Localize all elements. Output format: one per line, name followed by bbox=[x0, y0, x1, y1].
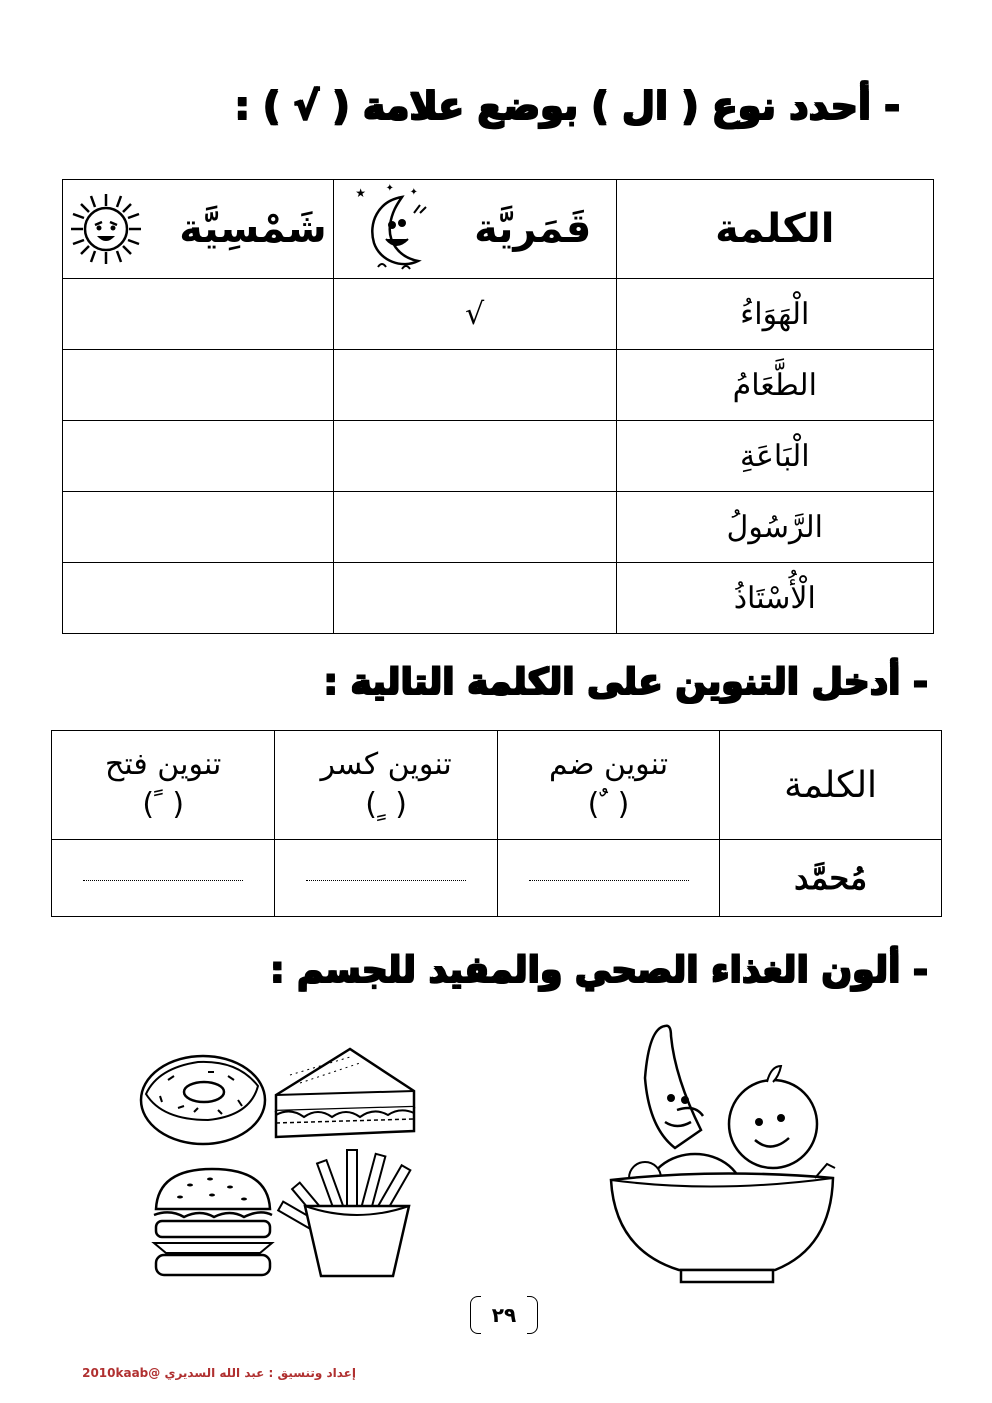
table-row bbox=[63, 492, 934, 563]
header-lunar-cell bbox=[333, 180, 616, 279]
header-lunar-label: قَمَريَّة bbox=[474, 206, 592, 252]
svg-text:★: ★ bbox=[355, 186, 367, 200]
footer-credit bbox=[82, 1366, 356, 1380]
answer-dotted-line[interactable] bbox=[83, 878, 243, 881]
kasr-mark: ( ٍ ) bbox=[365, 787, 407, 822]
table-row bbox=[63, 350, 934, 421]
section3-heading: - ألون الغذاء الصحي والمفيد للجسم : bbox=[270, 950, 928, 991]
damm-label: تنوين ضم bbox=[549, 747, 669, 782]
word-cell bbox=[616, 350, 933, 421]
sun-face-icon bbox=[69, 192, 143, 266]
lam-type-table bbox=[62, 179, 934, 634]
word-cell bbox=[616, 279, 933, 350]
tanween-answer-row bbox=[52, 840, 942, 917]
table-row bbox=[63, 279, 934, 350]
fruit-bowl-image[interactable] bbox=[605, 1018, 840, 1288]
kasr-label: تنوين كسر bbox=[320, 747, 452, 782]
damm-answer-cell[interactable] bbox=[497, 840, 719, 917]
tanween-kasr-header bbox=[275, 731, 497, 840]
table-header-row bbox=[63, 180, 934, 279]
svg-text:✦: ✦ bbox=[409, 187, 419, 198]
fath-answer-cell[interactable] bbox=[52, 840, 275, 917]
solar-answer-cell[interactable] bbox=[63, 279, 334, 350]
word-text: الْبَاعَةِ bbox=[739, 438, 810, 474]
tanween-table bbox=[51, 730, 942, 917]
answer-dotted-line[interactable] bbox=[306, 878, 466, 881]
tanween-header-row bbox=[52, 731, 942, 840]
kasr-answer-cell[interactable] bbox=[275, 840, 497, 917]
solar-answer-cell[interactable] bbox=[63, 563, 334, 634]
section1-heading: - أحدد نوع ( ال ) بوضع علامة ( √ ) : bbox=[234, 84, 900, 128]
svg-text:✦: ✦ bbox=[385, 183, 395, 194]
damm-mark: ( ٌ ) bbox=[587, 787, 630, 822]
lunar-answer-cell[interactable] bbox=[333, 492, 616, 563]
tanween-word-header bbox=[720, 731, 942, 840]
page-number-bracket-right bbox=[527, 1296, 538, 1334]
header-solar-label: شَمْسِيَّة bbox=[179, 206, 327, 252]
tanween-fath-header bbox=[52, 731, 275, 840]
donut-image[interactable] bbox=[138, 1050, 268, 1146]
lunar-answer-cell[interactable] bbox=[333, 279, 616, 350]
tanween-word: مُحمَّد bbox=[794, 859, 868, 897]
table-row bbox=[63, 421, 934, 492]
solar-answer-cell[interactable] bbox=[63, 421, 334, 492]
tanween-word-cell bbox=[720, 840, 942, 917]
word-cell bbox=[616, 421, 933, 492]
sandwich-image[interactable] bbox=[270, 1045, 420, 1141]
lunar-answer-cell[interactable] bbox=[333, 421, 616, 492]
word-text: الطَّعَامُ bbox=[732, 367, 817, 403]
header-word-cell bbox=[616, 180, 933, 279]
table-row bbox=[63, 563, 934, 634]
answer-dotted-line[interactable] bbox=[529, 878, 689, 881]
lunar-answer-cell[interactable] bbox=[333, 350, 616, 421]
header-solar-cell bbox=[63, 180, 334, 279]
solar-answer-cell[interactable] bbox=[63, 350, 334, 421]
page-number-text: ٢٩ bbox=[491, 1303, 517, 1327]
word-text: الرَّسُولُ bbox=[726, 509, 823, 545]
footer-credit-text: إعداد وتنسيق : عبد الله السديري bbox=[164, 1366, 356, 1380]
page-number-bracket-left bbox=[470, 1296, 481, 1334]
page-number bbox=[470, 1296, 538, 1334]
check-mark: √ bbox=[465, 296, 485, 332]
word-text: الْأُسْتَاذُ bbox=[733, 580, 816, 616]
header-word-label: الكلمة bbox=[715, 206, 835, 252]
fath-label: تنوين فتح bbox=[105, 747, 222, 782]
moon-face-icon bbox=[355, 183, 438, 275]
solar-answer-cell[interactable] bbox=[63, 492, 334, 563]
burger-image[interactable] bbox=[150, 1165, 275, 1280]
footer-handle: @2010kaab bbox=[82, 1366, 161, 1380]
tanween-word-label: الكلمة bbox=[784, 764, 878, 806]
tanween-damm-header bbox=[497, 731, 719, 840]
fries-image[interactable] bbox=[287, 1140, 427, 1280]
lunar-answer-cell[interactable] bbox=[333, 563, 616, 634]
section2-heading: - أدخل التنوين على الكلمة التالية : bbox=[323, 662, 928, 703]
word-cell bbox=[616, 492, 933, 563]
fath-mark: ( ً ) bbox=[142, 787, 185, 822]
word-cell bbox=[616, 563, 933, 634]
word-text: الْهَوَاءُ bbox=[740, 296, 810, 332]
